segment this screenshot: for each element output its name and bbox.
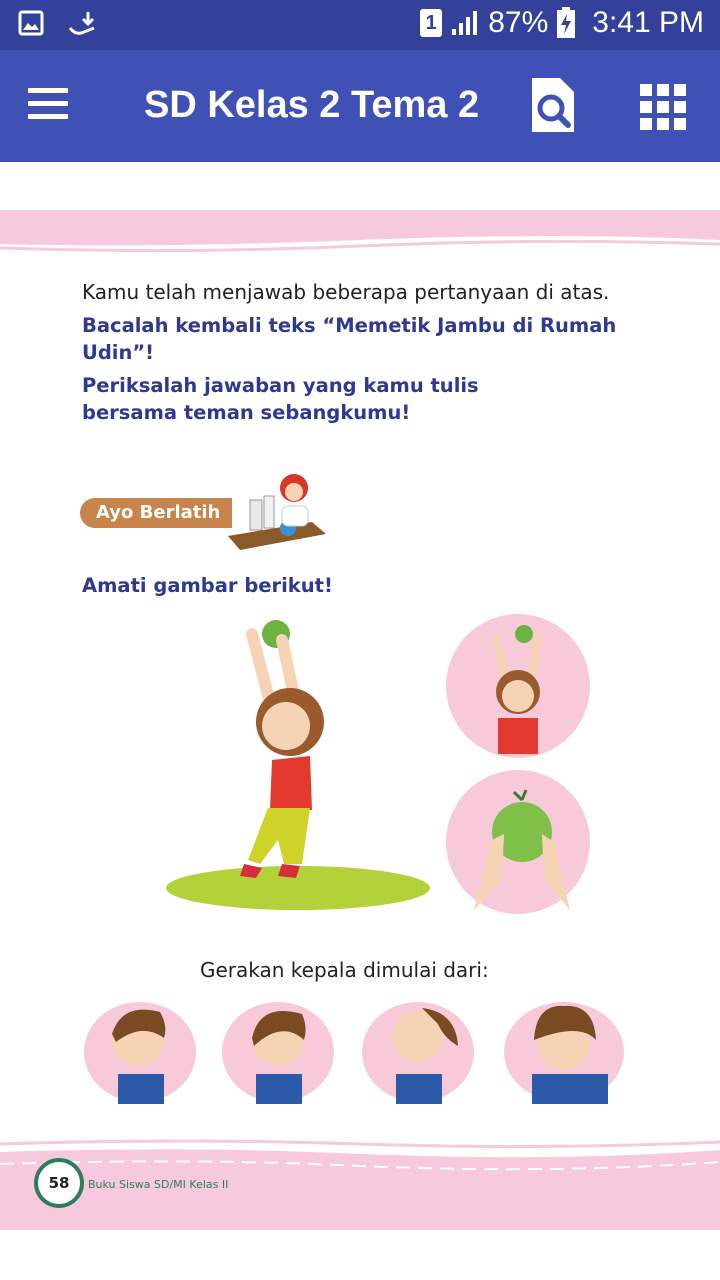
app-bar [0, 50, 720, 162]
status-bar [0, 0, 720, 50]
hands-holding-guava-illustration [446, 770, 590, 914]
page-header-wave [0, 210, 720, 270]
instruction-1: Bacalah kembali teks “Memetik Jambu di Rumah Udin”! [82, 314, 617, 364]
girl-face-circle-illustration [446, 614, 590, 758]
search-document-button[interactable] [528, 76, 578, 136]
instruction-2: Periksalah jawaban yang kamu tulis bersama teman sebangkumu! [82, 374, 479, 424]
intro-text: Kamu telah menjawab beberapa pertanyaan di atas. [82, 280, 610, 304]
signal-icon [450, 9, 480, 37]
head-movement-step-2 [220, 994, 340, 1104]
book-page[interactable] [0, 162, 720, 1280]
battery-charging-icon [556, 7, 576, 39]
gallery-icon [18, 10, 44, 36]
menu-button[interactable] [28, 88, 68, 124]
book-title-footer: Buku Siswa SD/MI Kelas II [88, 1178, 229, 1191]
girl-picking-guava-illustration [160, 614, 440, 914]
battery-percent: 87% [488, 6, 549, 39]
head-movement-step-4 [500, 994, 630, 1104]
sim-indicator: 1 [420, 9, 442, 37]
clock: 3:41 PM [592, 6, 704, 39]
head-movement-caption: Gerakan kepala dimulai dari: [200, 958, 489, 982]
girl-studying-illustration [222, 466, 332, 556]
page-number: 58 [34, 1158, 84, 1208]
app-title: SD Kelas 2 Tema 2 [144, 84, 480, 126]
document-search-icon [528, 76, 578, 136]
apps-grid-button[interactable] [640, 84, 686, 130]
head-movement-step-3 [360, 994, 480, 1104]
hamburger-icon [28, 88, 68, 93]
download-icon [68, 10, 102, 38]
observe-instruction: Amati gambar berikut! [82, 574, 333, 597]
head-movement-step-1 [82, 994, 202, 1104]
ayo-berlatih-badge: Ayo Berlatih [80, 498, 232, 528]
